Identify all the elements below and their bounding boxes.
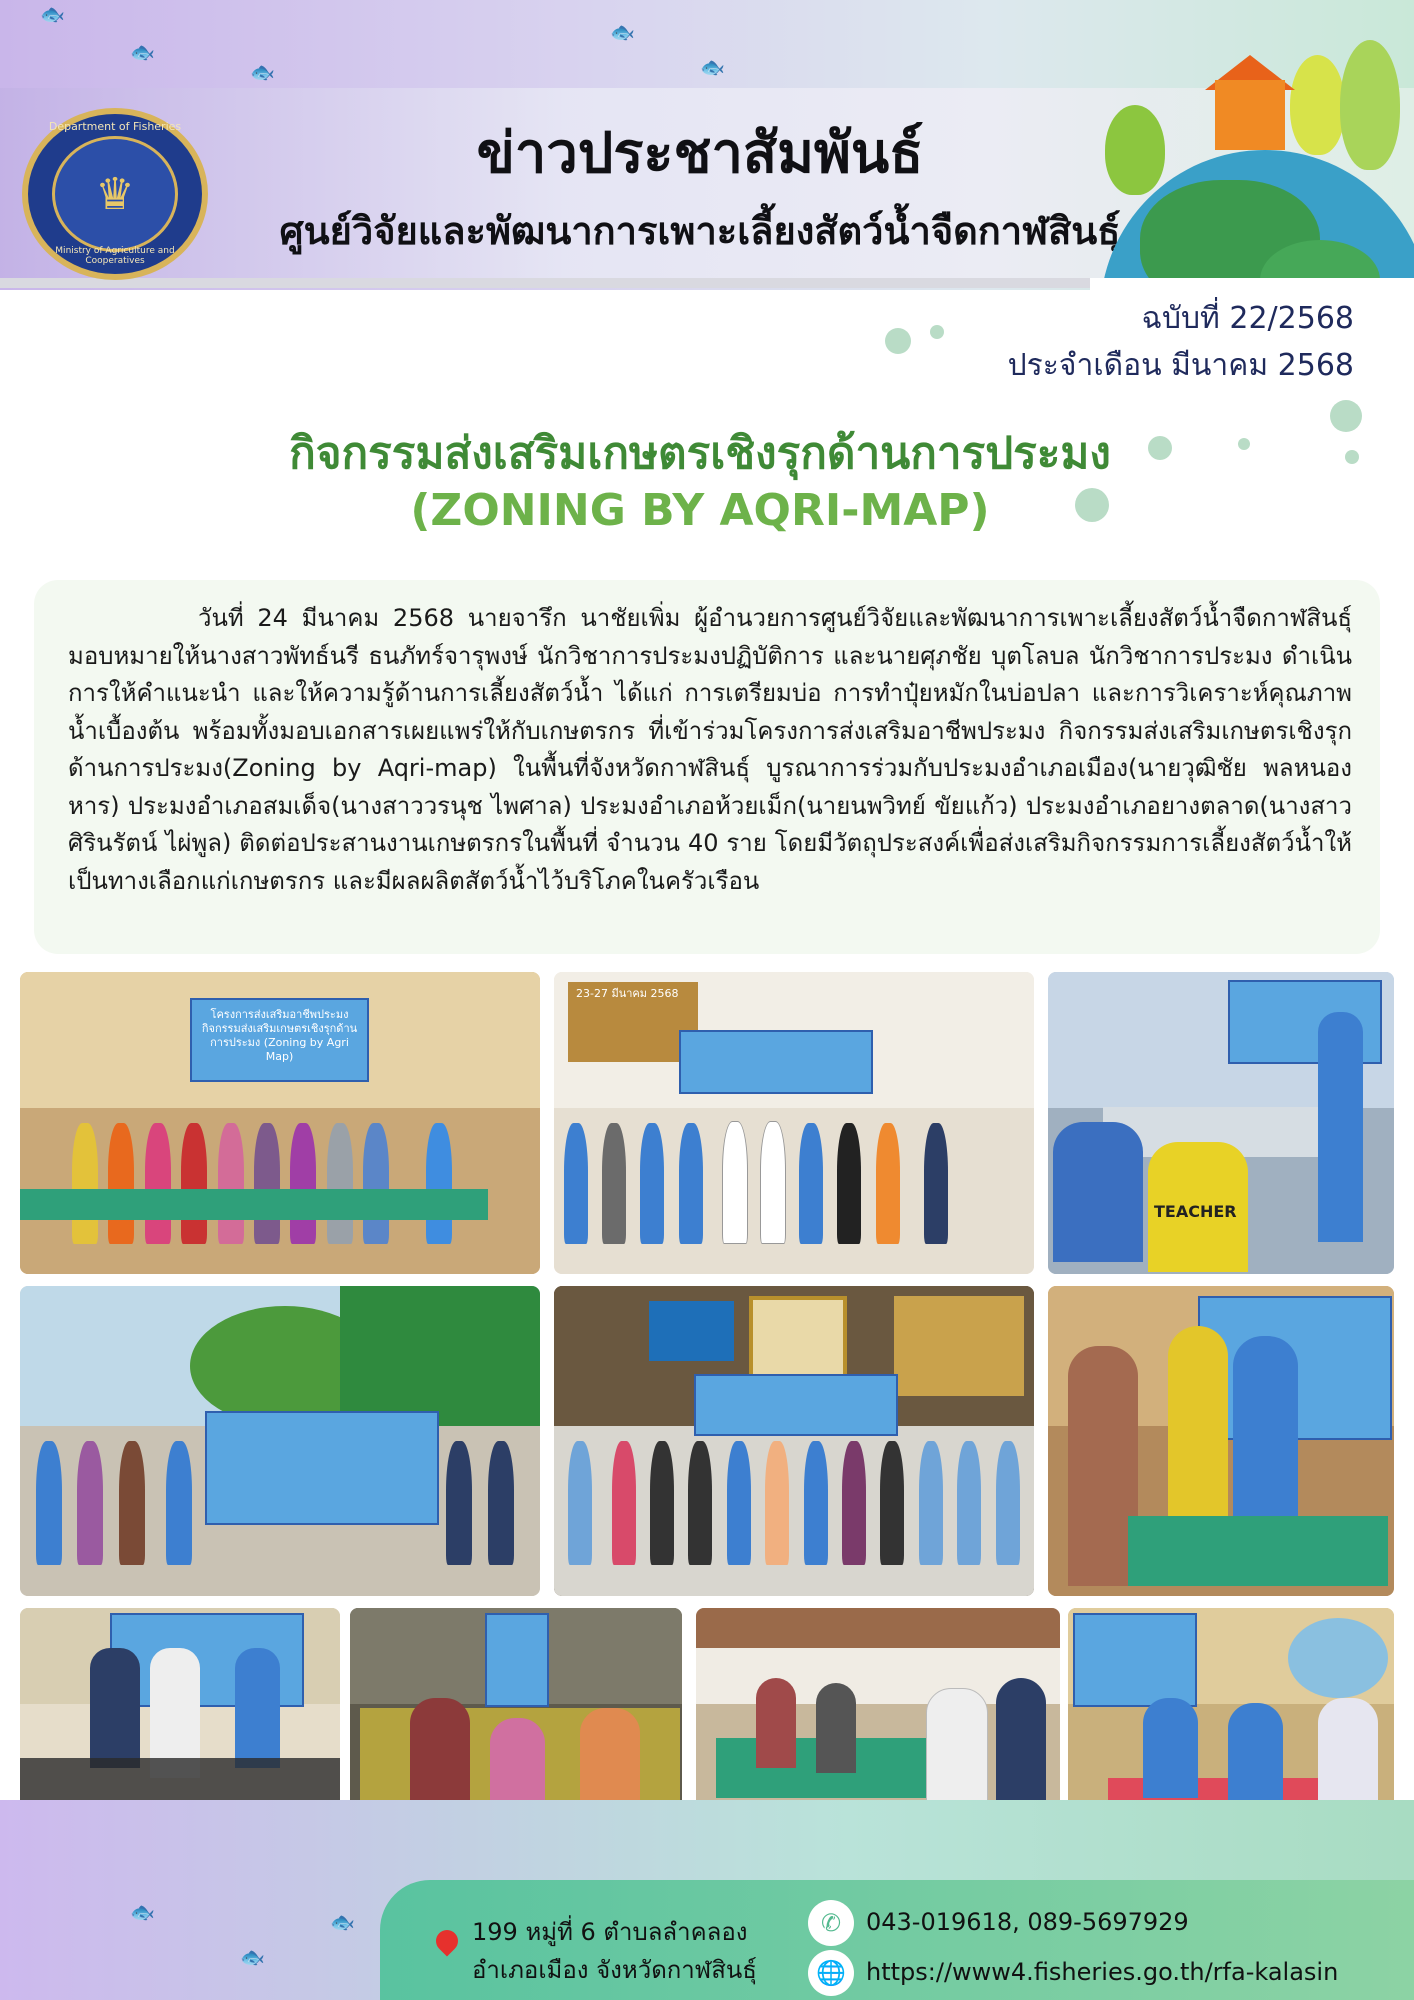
emblem-icon: ♛	[52, 136, 178, 252]
dot-decoration	[1330, 400, 1362, 432]
article-body: วันที่ 24 มีนาคม 2568 นายจารึก นาชัยเพิ่ม ผู้อำนวยการศูนย์วิจัยและพัฒนาการเพาะเลี้ยงสัตว์น้ำจืดกาฬสินธุ์ มอบหมายให้นางสาวพัทธ์นรี ธนภัทร์จารุพงษ์ นักวิชาการประมงปฏิบัติการ และนายศุภชัย บุตโลบล นักวิชาการประมง ดำเนินการให้คำแนะนำ และให้ความรู้ด้านการเลี้ยงสัตว์น้ำ ได้แก่ การเตรียมบ่อ การทำปุ๋ยหมักในบ่อปลา และการวิเคราะห์คุณภาพน้ำเบื้องต้น พร้อมทั้งมอบเอกสารเผยแพร่ให้กับเกษตรกร ที่เข้าร่วมโครงการส่งเสริมอาชีพประมง กิจกรรมส่งเสริมเกษตรเชิงรุกด้านการประมง(Zoning by Aqri-map) ในพื้นที่จังหวัดกาฬสินธุ์ บูรณาการร่วมกับประมงอำเภอเมือง(นายวุฒิชัย พลหนองหาร) ประมงอำเภอสมเด็จ(นางสาววรนุช ไพศาล) ประมงอำเภอห้วยเม็ก(นายนพวิทย์ ขัยแก้ว) ประมงอำเภอยางตลาด(นางสาวศิรินรัตน์ ไผ่พูล) ติดต่อประสานงานเกษตรกรในพื้นที่ จำนวน 40 ราย โดยมีวัตถุประสงค์เพื่อส่งเสริมกิจกรรมการเลี้ยงสัตว์น้ำให้เป็นทางเลือกแก่เกษตรกร และมีผลผลิตสัตว์น้ำไว้บริโภคในครัวเรือน	[68, 604, 1352, 895]
tree-illustration	[1340, 40, 1400, 170]
activity-photo	[554, 1286, 1034, 1596]
activity-photo	[554, 972, 1034, 1274]
fish-decoration: 🐟	[40, 2, 65, 26]
fish-decoration: 🐟	[330, 1910, 355, 1934]
issue-number: ฉบับที่ 22/2568	[1141, 301, 1354, 336]
dot-decoration	[930, 325, 944, 339]
fish-decoration: 🐟	[240, 1945, 265, 1969]
fish-decoration: 🐟	[130, 40, 155, 64]
globe-icon: 🌐	[808, 1950, 854, 1996]
website-link[interactable]: https://www4.fisheries.go.th/rfa-kalasin	[866, 1958, 1339, 1986]
department-logo	[22, 108, 208, 280]
dot-decoration	[885, 328, 911, 354]
phone-numbers: 043-019618, 089-5697929	[866, 1908, 1189, 1936]
activity-photo	[20, 1286, 540, 1596]
tree-illustration	[1290, 55, 1345, 155]
page-subtitle: ศูนย์วิจัยและพัฒนาการเพาะเลี้ยงสัตว์น้ำจืดกาฬสินธุ์	[279, 209, 1121, 253]
address-line-2: อำเภอเมือง จังหวัดกาฬสินธุ์	[472, 1956, 757, 1984]
activity-photo	[1048, 972, 1394, 1274]
activity-photo	[20, 972, 540, 1274]
shirt-text: TEACHER	[1154, 1202, 1237, 1221]
activity-photo	[1068, 1608, 1394, 1822]
page-title: ข่าวประชาสัมพันธ์	[476, 121, 924, 186]
activity-photo	[350, 1608, 682, 1822]
logo-text-top: Department of Fisheries	[48, 120, 182, 133]
activity-photo	[1048, 1286, 1394, 1596]
house-illustration	[1215, 80, 1285, 150]
issue-month: ประจำเดือน มีนาคม 2568	[1007, 348, 1354, 383]
activity-photo	[696, 1608, 1060, 1822]
fish-decoration: 🐟	[250, 60, 275, 84]
fish-decoration: 🐟	[700, 55, 725, 79]
activity-photo	[20, 1608, 340, 1822]
headline-thai: กิจกรรมส่งเสริมเกษตรเชิงรุกด้านการประมง	[289, 428, 1111, 479]
address-line-1: 199 หมู่ที่ 6 ตำบลลำคลอง	[472, 1918, 748, 1946]
tree-illustration	[1105, 105, 1165, 195]
photo-date-sign: 23-27 มีนาคม 2568	[576, 987, 679, 1000]
phone-icon: ✆	[808, 1900, 854, 1946]
dot-decoration	[1345, 450, 1359, 464]
photo-banner-text: โครงการส่งเสริมอาชีพประมง กิจกรรมส่งเสริมเกษตรเชิงรุกด้านการประมง (Zoning by Agri Map)	[201, 1008, 358, 1063]
fish-decoration: 🐟	[130, 1900, 155, 1924]
fish-decoration: 🐟	[610, 20, 635, 44]
dot-decoration	[1238, 438, 1250, 450]
logo-text-bottom: Ministry of Agriculture and Cooperatives	[55, 246, 175, 266]
headline-english: (ZONING BY AQRI-MAP)	[410, 485, 990, 536]
